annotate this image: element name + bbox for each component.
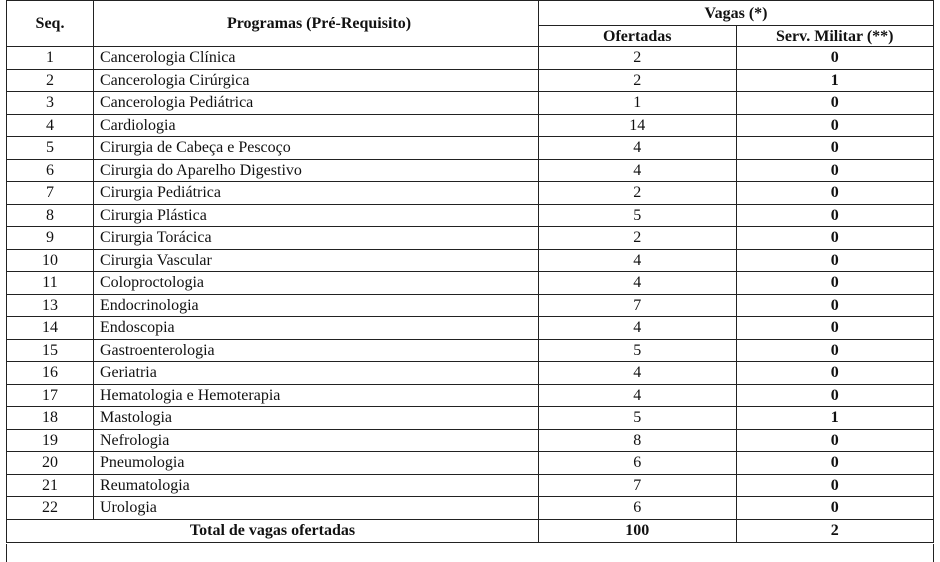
header-seq: Seq. (7, 1, 94, 47)
cell-ofertadas: 2 (539, 227, 737, 250)
header-serv-militar: Serv. Militar (**) (736, 26, 934, 47)
cell-serv-militar: 0 (736, 182, 934, 205)
cell-seq: 13 (7, 294, 94, 317)
cell-serv-militar: 0 (736, 114, 934, 137)
cell-serv-militar: 0 (736, 294, 934, 317)
table-body (7, 47, 934, 520)
cell-programa: Gastroenterologia (94, 339, 539, 362)
cell-serv-militar: 0 (736, 92, 934, 115)
cell-programa: Cancerologia Clínica (94, 47, 539, 70)
cell-serv-militar: 0 (736, 497, 934, 520)
cell-serv-militar: 0 (736, 249, 934, 272)
cell-seq: 21 (7, 474, 94, 497)
table-row (7, 362, 934, 385)
cell-programa: Urologia (94, 497, 539, 520)
cell-seq: 6 (7, 159, 94, 182)
cell-seq: 1 (7, 47, 94, 70)
cell-serv-militar: 0 (736, 429, 934, 452)
cell-serv-militar: 0 (736, 362, 934, 385)
cell-serv-militar: 1 (736, 69, 934, 92)
cell-ofertadas: 4 (539, 159, 737, 182)
cell-ofertadas: 1 (539, 92, 737, 115)
cell-serv-militar: 0 (736, 227, 934, 250)
cell-seq: 11 (7, 272, 94, 295)
cell-serv-militar: 0 (736, 317, 934, 340)
table-continuation (6, 544, 934, 562)
cell-ofertadas: 6 (539, 452, 737, 475)
cell-programa: Cirurgia Pediátrica (94, 182, 539, 205)
cell-serv-militar: 0 (736, 272, 934, 295)
cell-ofertadas: 4 (539, 272, 737, 295)
cell-ofertadas: 5 (539, 407, 737, 430)
table-row (7, 69, 934, 92)
cell-ofertadas: 7 (539, 294, 737, 317)
total-row (7, 519, 934, 542)
total-serv-militar: 2 (736, 519, 934, 542)
cell-seq: 3 (7, 92, 94, 115)
table-row (7, 182, 934, 205)
cell-ofertadas: 4 (539, 362, 737, 385)
table-row (7, 407, 934, 430)
cell-serv-militar: 0 (736, 159, 934, 182)
table-row (7, 47, 934, 70)
cell-seq: 15 (7, 339, 94, 362)
cell-serv-militar: 1 (736, 407, 934, 430)
header-row-top (7, 1, 934, 26)
table-row (7, 137, 934, 160)
cell-programa: Cancerologia Pediátrica (94, 92, 539, 115)
cell-programa: Cancerologia Cirúrgica (94, 69, 539, 92)
cell-programa: Pneumologia (94, 452, 539, 475)
cell-ofertadas: 7 (539, 474, 737, 497)
cell-ofertadas: 5 (539, 204, 737, 227)
cell-serv-militar: 0 (736, 474, 934, 497)
table-row (7, 452, 934, 475)
total-ofertadas: 100 (539, 519, 737, 542)
cell-ofertadas: 6 (539, 497, 737, 520)
cell-programa: Cirurgia Vascular (94, 249, 539, 272)
cell-serv-militar: 0 (736, 204, 934, 227)
header-vagas: Vagas (*) (539, 1, 934, 26)
cell-ofertadas: 8 (539, 429, 737, 452)
table-row (7, 317, 934, 340)
table-row (7, 114, 934, 137)
cell-programa: Cirurgia do Aparelho Digestivo (94, 159, 539, 182)
cell-ofertadas: 4 (539, 137, 737, 160)
cell-programa: Coloproctologia (94, 272, 539, 295)
table-row (7, 474, 934, 497)
cell-programa: Cirurgia Plástica (94, 204, 539, 227)
cell-seq: 2 (7, 69, 94, 92)
cell-seq: 5 (7, 137, 94, 160)
table-row (7, 249, 934, 272)
table-row (7, 429, 934, 452)
cell-seq: 20 (7, 452, 94, 475)
cell-programa: Cirurgia Torácica (94, 227, 539, 250)
cell-ofertadas: 2 (539, 182, 737, 205)
header-ofertadas: Ofertadas (539, 26, 737, 47)
cell-ofertadas: 5 (539, 339, 737, 362)
cell-programa: Cardiologia (94, 114, 539, 137)
table-row (7, 92, 934, 115)
table-row (7, 339, 934, 362)
cell-programa: Endoscopia (94, 317, 539, 340)
cell-serv-militar: 0 (736, 137, 934, 160)
vagas-table (6, 0, 934, 543)
cell-ofertadas: 14 (539, 114, 737, 137)
cell-seq: 14 (7, 317, 94, 340)
cell-seq: 10 (7, 249, 94, 272)
cell-serv-militar: 0 (736, 384, 934, 407)
cell-serv-militar: 0 (736, 452, 934, 475)
table-row (7, 272, 934, 295)
cell-programa: Hematologia e Hemoterapia (94, 384, 539, 407)
table-row (7, 159, 934, 182)
cell-seq: 4 (7, 114, 94, 137)
cell-ofertadas: 4 (539, 249, 737, 272)
cell-ofertadas: 4 (539, 384, 737, 407)
total-label: Total de vagas ofertadas (7, 519, 539, 542)
cell-programa: Reumatologia (94, 474, 539, 497)
cell-seq: 8 (7, 204, 94, 227)
cell-seq: 18 (7, 407, 94, 430)
cell-ofertadas: 4 (539, 317, 737, 340)
cell-programa: Endocrinologia (94, 294, 539, 317)
cell-seq: 7 (7, 182, 94, 205)
cell-programa: Geriatria (94, 362, 539, 385)
cell-seq: 22 (7, 497, 94, 520)
table-row (7, 204, 934, 227)
cell-seq: 9 (7, 227, 94, 250)
vagas-table-container (6, 0, 934, 543)
table-row (7, 384, 934, 407)
table-row (7, 294, 934, 317)
cell-ofertadas: 2 (539, 47, 737, 70)
cell-serv-militar: 0 (736, 47, 934, 70)
table-row (7, 497, 934, 520)
cell-programa: Nefrologia (94, 429, 539, 452)
cell-programa: Mastologia (94, 407, 539, 430)
cell-ofertadas: 2 (539, 69, 737, 92)
cell-serv-militar: 0 (736, 339, 934, 362)
cell-programa: Cirurgia de Cabeça e Pescoço (94, 137, 539, 160)
cell-seq: 19 (7, 429, 94, 452)
header-programas: Programas (Pré-Requisito) (94, 1, 539, 47)
cell-seq: 16 (7, 362, 94, 385)
table-row (7, 227, 934, 250)
cell-seq: 17 (7, 384, 94, 407)
